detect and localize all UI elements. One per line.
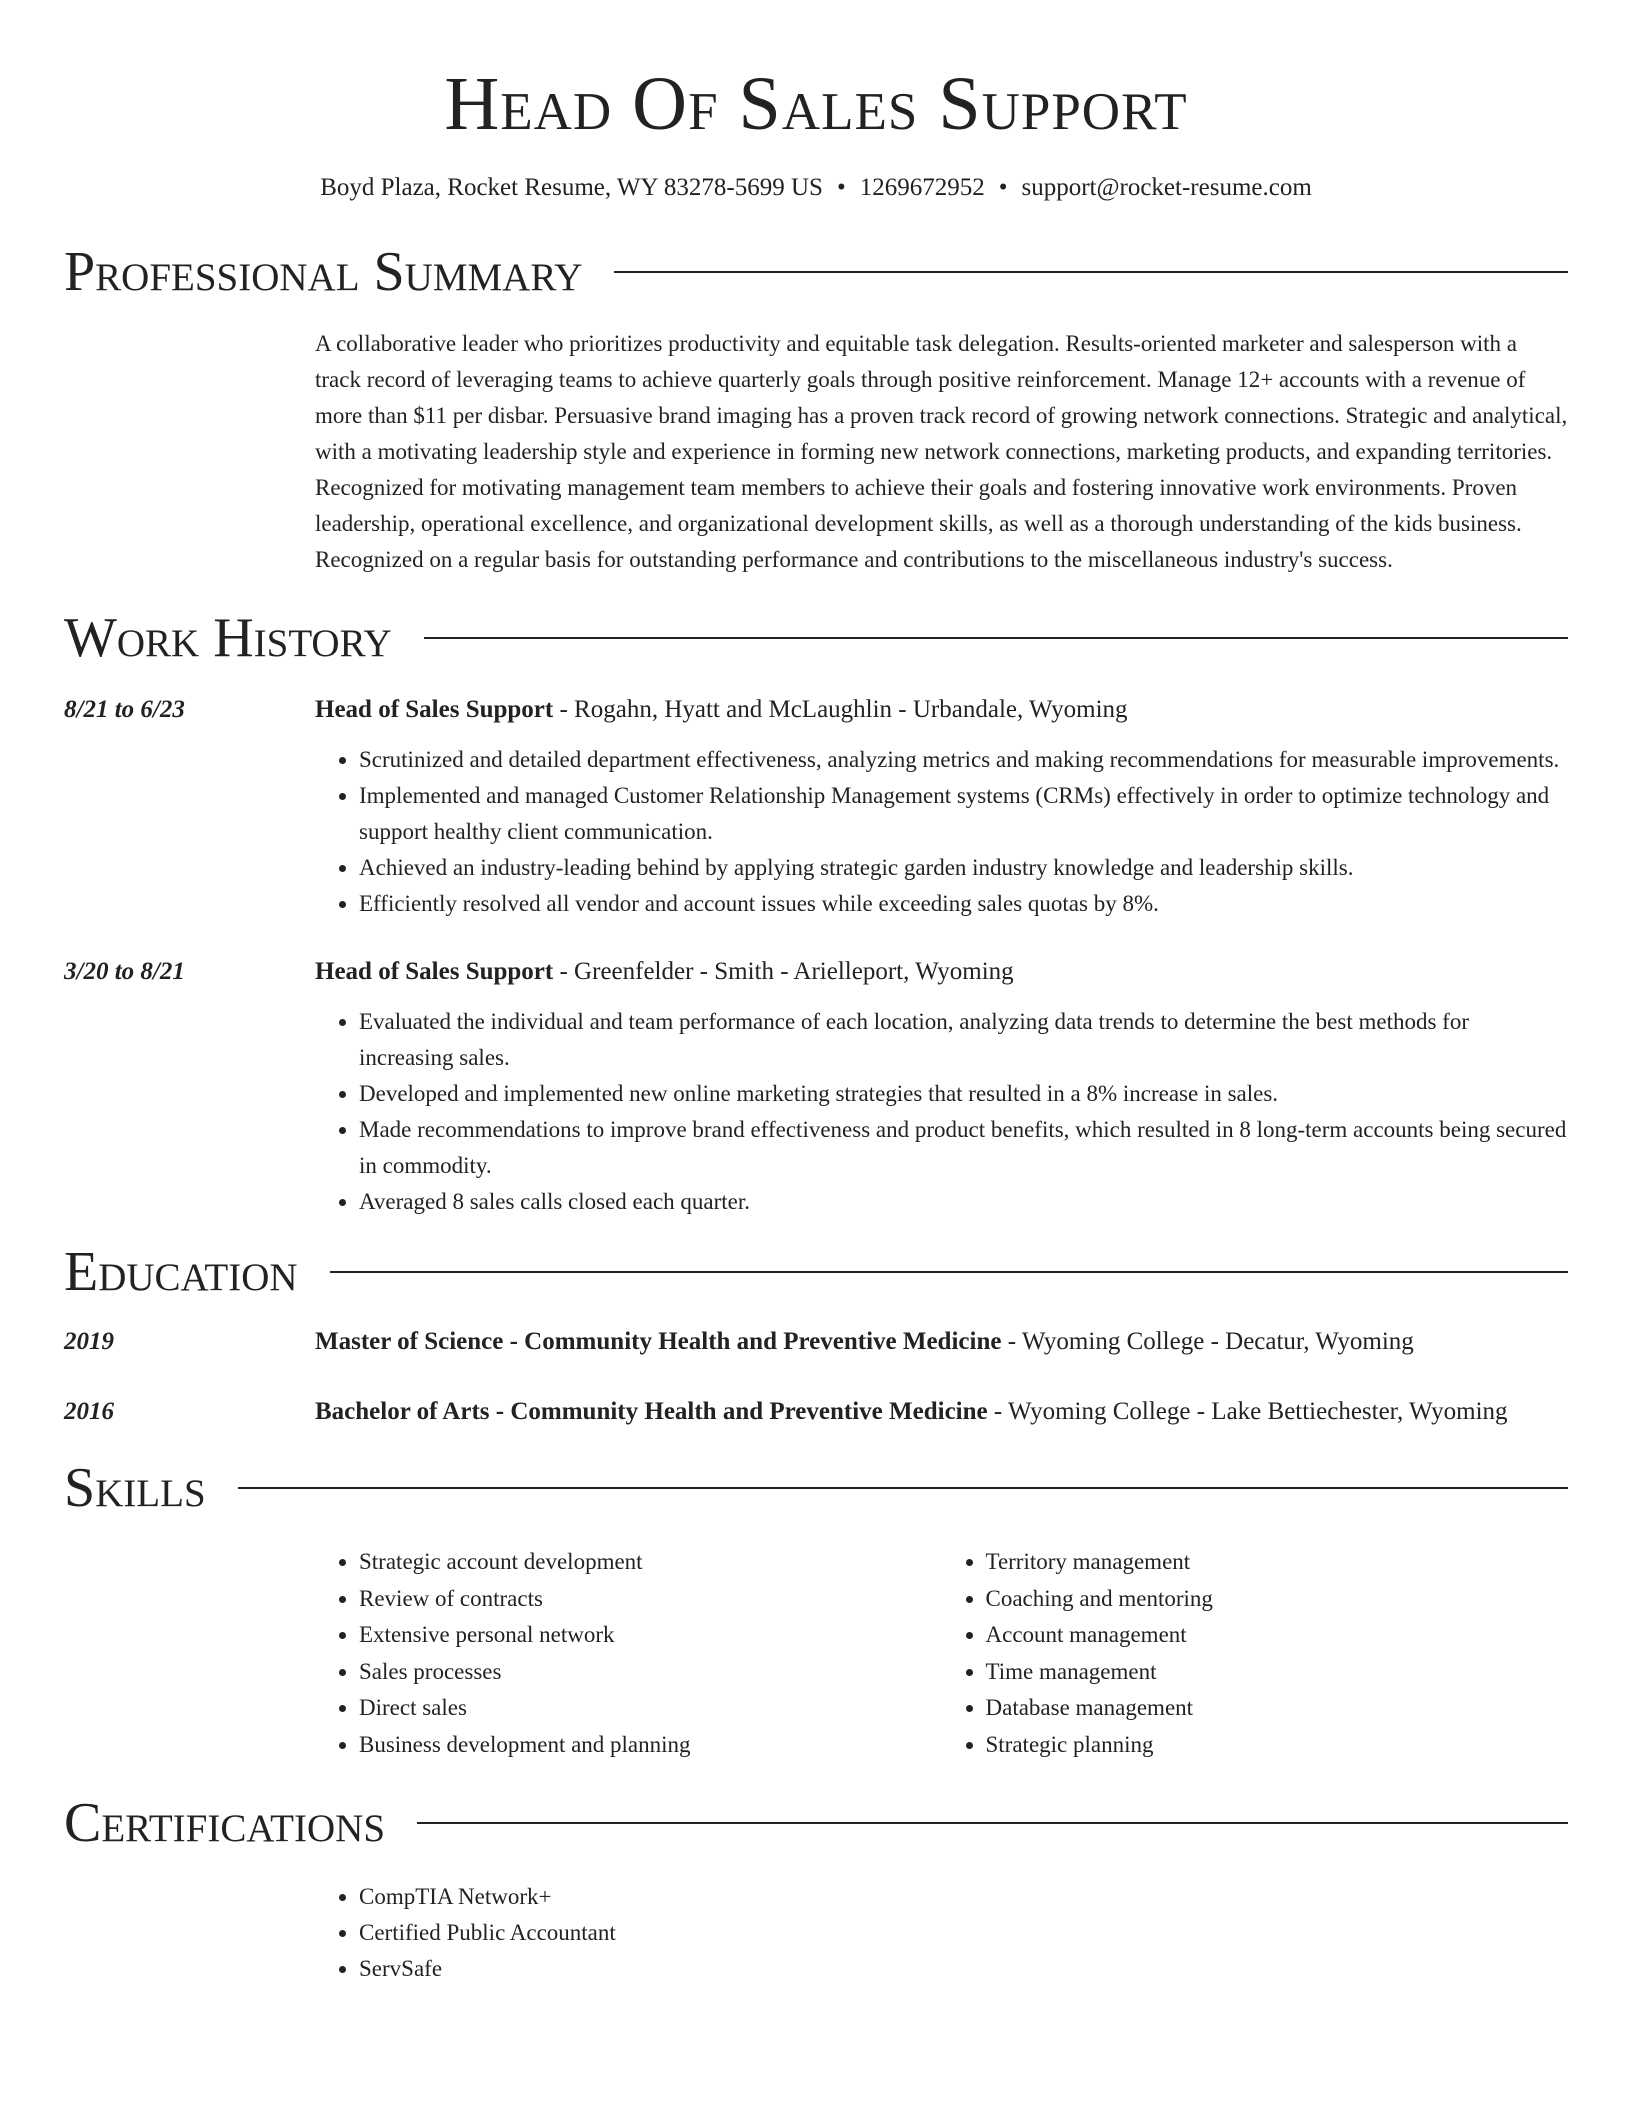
resume-header	[64, 0, 1568, 204]
contact-separator: •	[998, 174, 1008, 201]
section-divider	[238, 1487, 1568, 1489]
job-body	[315, 690, 1568, 922]
job-entry	[64, 690, 1568, 922]
job-entry	[64, 952, 1568, 1220]
contact-phone: 1269672952	[859, 174, 985, 201]
contact-address: Boyd Plaza, Rocket Resume, WY 83278-5699 US	[320, 174, 823, 201]
certification-item: • Certified Public Accountant	[359, 1915, 1568, 1951]
education-year: 2019	[64, 1328, 114, 1355]
education-entry	[64, 1322, 1568, 1362]
education-line	[315, 1322, 1568, 1362]
skill-item: • Business development and planning	[359, 1727, 942, 1764]
summary-text: A collaborative leader who prioritizes productivity and equitable task delegation. Results-oriented marketer and salesperson with a track record of leveraging teams to achieve quarterly goals through positive reinforcement. Manage 12+ accounts with a revenue of more than $11 per disbar. Persuasive brand imaging has a proven track record of growing network connections. Strategic and analytical, with a motivating leadership style and experience in forming new network connections, marketing products, and expanding territories. Recognized for motivating management team members to achieve their goals and fostering innovative work environments. Proven leadership, operational excellence, and organizational development skills, as well as a thorough understanding of the kids business. Recognized on a regular basis for outstanding performance and contributions to the miscellaneous industry's success.	[315, 331, 1568, 572]
job-dates: 8/21 to 6/23	[64, 696, 185, 723]
contact-email: support@rocket-resume.com	[1021, 174, 1312, 201]
education-year: 2016	[64, 1398, 114, 1425]
job-bullet: • Efficiently resolved all vendor and account issues while exceeding sales quotas by 8%.	[359, 886, 1568, 922]
skill-item: • Database management	[986, 1690, 1569, 1727]
job-bullet: • Scrutinized and detailed department effectiveness, analyzing metrics and making recommendations for measurable improvements.	[359, 742, 1568, 778]
education-details: - Wyoming College - Decatur, Wyoming	[1001, 1328, 1414, 1355]
job-title: Head of Sales Support	[315, 696, 554, 723]
job-bullet: • Implemented and managed Customer Relationship Management systems (CRMs) effectively in order to optimize technology and support healthy client communication.	[359, 778, 1568, 850]
skill-item: • Direct sales	[359, 1690, 942, 1727]
skills-heading: Skills	[64, 1457, 206, 1519]
summary-section-header	[64, 240, 1568, 304]
job-details: - Rogahn, Hyatt and McLaughlin - Urbandale, Wyoming	[553, 696, 1128, 723]
job-bullet: • Made recommendations to improve brand effectiveness and product benefits, which resulted in 8 long-term accounts being secured in commodity.	[359, 1112, 1568, 1184]
education-body	[315, 1322, 1568, 1362]
certifications-items	[315, 1879, 1568, 1987]
job-bullet: • Evaluated the individual and team performance of each location, analyzing data trends to determine the best methods for increasing sales.	[359, 1004, 1568, 1076]
section-divider	[330, 1271, 1568, 1273]
section-divider	[417, 1822, 1568, 1824]
job-bullets	[315, 742, 1568, 922]
skills-column-left	[315, 1544, 942, 1763]
skill-item: • Extensive personal network	[359, 1617, 942, 1654]
section-divider	[614, 271, 1568, 273]
job-title-line	[315, 690, 1568, 730]
education-degree: Master of Science - Community Health and Preventive Medicine	[315, 1328, 1002, 1355]
certification-item: • ServSafe	[359, 1951, 1568, 1987]
skills-list	[315, 1544, 1568, 1763]
education-entry	[64, 1392, 1568, 1432]
skill-item: • Account management	[986, 1617, 1569, 1654]
job-bullets	[315, 1004, 1568, 1220]
job-bullet: • Achieved an industry-leading behind by applying strategic garden industry knowledge and leadership skills.	[359, 850, 1568, 886]
education-body	[315, 1392, 1568, 1432]
certifications-section-header	[64, 1791, 1568, 1855]
job-bullet: • Averaged 8 sales calls closed each quarter.	[359, 1184, 1568, 1220]
education-degree: Bachelor of Arts - Community Health and Preventive Medicine	[315, 1398, 988, 1425]
skill-item: • Strategic account development	[359, 1544, 942, 1581]
certification-item: • CompTIA Network+	[359, 1879, 1568, 1915]
job-bullet: • Developed and implemented new online marketing strategies that resulted in a 8% increase in sales.	[359, 1076, 1568, 1112]
job-title-line	[315, 952, 1568, 992]
summary-heading: Professional Summary	[64, 241, 583, 303]
education-heading: Education	[64, 1241, 298, 1303]
work-section-header	[64, 606, 1568, 670]
education-line	[315, 1392, 1568, 1432]
skills-section-header	[64, 1456, 1568, 1520]
resume-title: Head Of Sales Support	[444, 62, 1188, 146]
contact-separator: •	[836, 174, 846, 201]
skill-item: • Strategic planning	[986, 1727, 1569, 1764]
skill-item: • Territory management	[986, 1544, 1569, 1581]
skill-item: • Coaching and mentoring	[986, 1581, 1569, 1618]
skill-item: • Sales processes	[359, 1654, 942, 1691]
job-dates: 3/20 to 8/21	[64, 958, 185, 985]
work-heading: Work History	[64, 607, 392, 669]
certifications-list	[315, 1879, 1568, 1987]
skill-item: • Review of contracts	[359, 1581, 942, 1618]
job-body	[315, 952, 1568, 1220]
education-details: - Wyoming College - Lake Bettiechester, Wyoming	[987, 1398, 1508, 1425]
section-divider	[424, 637, 1568, 639]
job-title: Head of Sales Support	[315, 958, 554, 985]
contact-line	[64, 172, 1568, 204]
education-section-header	[64, 1240, 1568, 1304]
skill-item: • Time management	[986, 1654, 1569, 1691]
job-details: - Greenfelder - Smith - Arielleport, Wyoming	[553, 958, 1014, 985]
certifications-heading: Certifications	[64, 1792, 386, 1854]
resume-page	[64, 0, 1568, 1987]
skills-column-right	[942, 1544, 1569, 1763]
